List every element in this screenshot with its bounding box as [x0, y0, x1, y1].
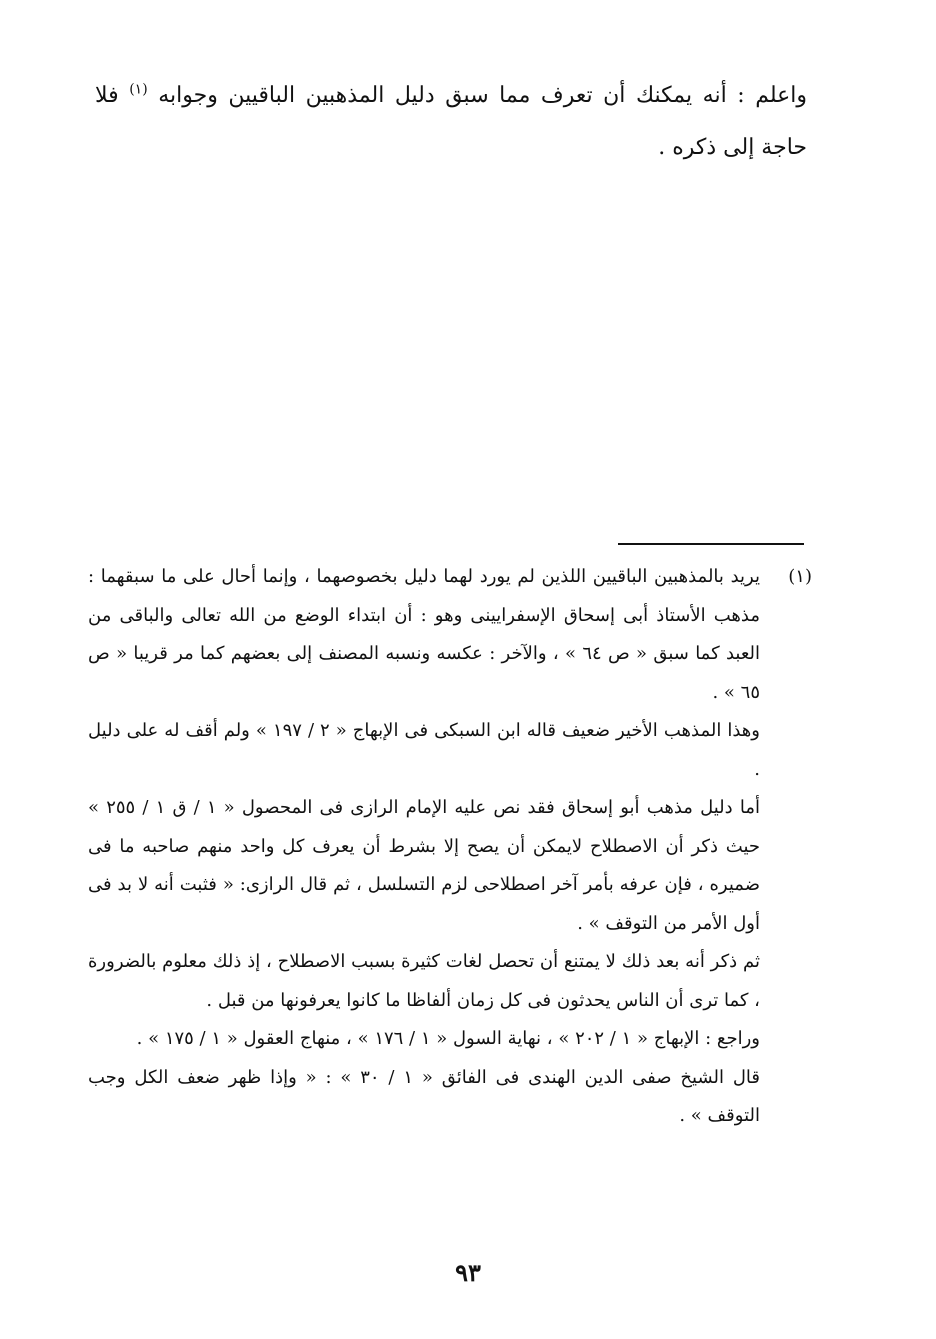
footnote-paragraph: قال الشيخ صفى الدين الهندى فى الفائق « ١ / ٣٠ » : « وإذا ظهر ضعف الكل وجب التوقف » .: [88, 1066, 760, 1126]
main-text-part-1: واعلم : أنه يمكنك أن تعرف مما سبق دليل المذهبين الباقيين وجوابه: [158, 83, 807, 108]
page-number: ٩٣: [455, 1258, 481, 1287]
main-text-part-2: فلا حاجة إلى ذكره .: [95, 83, 807, 160]
footnotes-section: [88, 558, 812, 1136]
footnote-paragraph: ثم ذكر أنه بعد ذلك لا يمتنع أن تحصل لغات كثيرة بسبب الاصطلاح ، إذ ذلك معلوم بالضرورة ، كما ترى أن الناس يحدثون فى كل زمان ألفاظا ما كانوا يعرفونها من قبل .: [88, 951, 760, 1011]
footnote-marker: (١): [788, 566, 812, 587]
footnote-paragraph: [88, 558, 812, 712]
footnote-reference[interactable]: (١): [129, 81, 148, 98]
footnote-paragraph: وراجع : الإبهاج « ١ / ٢٠٢ » ، نهاية السول « ١ / ١٧٦ » ، منهاج العقول « ١ / ١٧٥ » .: [136, 1028, 760, 1049]
footnote-text: يريد بالمذهبين الباقيين اللذين لم يورد لهما دليل بخصوصهما ، وإنما أحال على ما سبقهما : مذهب الأستاذ أبى إسحاق الإسفرايينى وهو : أن ابتداء الوضع من الله تعالى والباقى من العبد كما سبق « ص ٦٤ » ، والآخر : عكسه ونسبه المصنف إلى بعضهم كما مر قريبا « ص ٦٥ » .: [88, 566, 761, 703]
footnote-separator: [618, 543, 804, 545]
main-paragraph: [95, 70, 807, 174]
footnote-paragraph: أما دليل مذهب أبو إسحاق فقد نص عليه الإمام الرازى فى المحصول « ١ / ق ١ / ٢٥٥ » حيث ذكر أن الاصطلاح لايمكن أن يصح إلا بشرط أن يعرف كل واحد منهم صاحبه ما فى ضميره ، فإن عرفه بأمر آخر اصطلاحى لزم التسلسل ، ثم قال الرازى: « فثبت أنه لا بد فى أول الأمر من التوقف » .: [88, 797, 760, 934]
footnote-paragraph: وهذا المذهب الأخير ضعيف قاله ابن السبكى فى الإبهاج « ٢ / ١٩٧ » ولم أقف له على دليل .: [88, 720, 760, 780]
